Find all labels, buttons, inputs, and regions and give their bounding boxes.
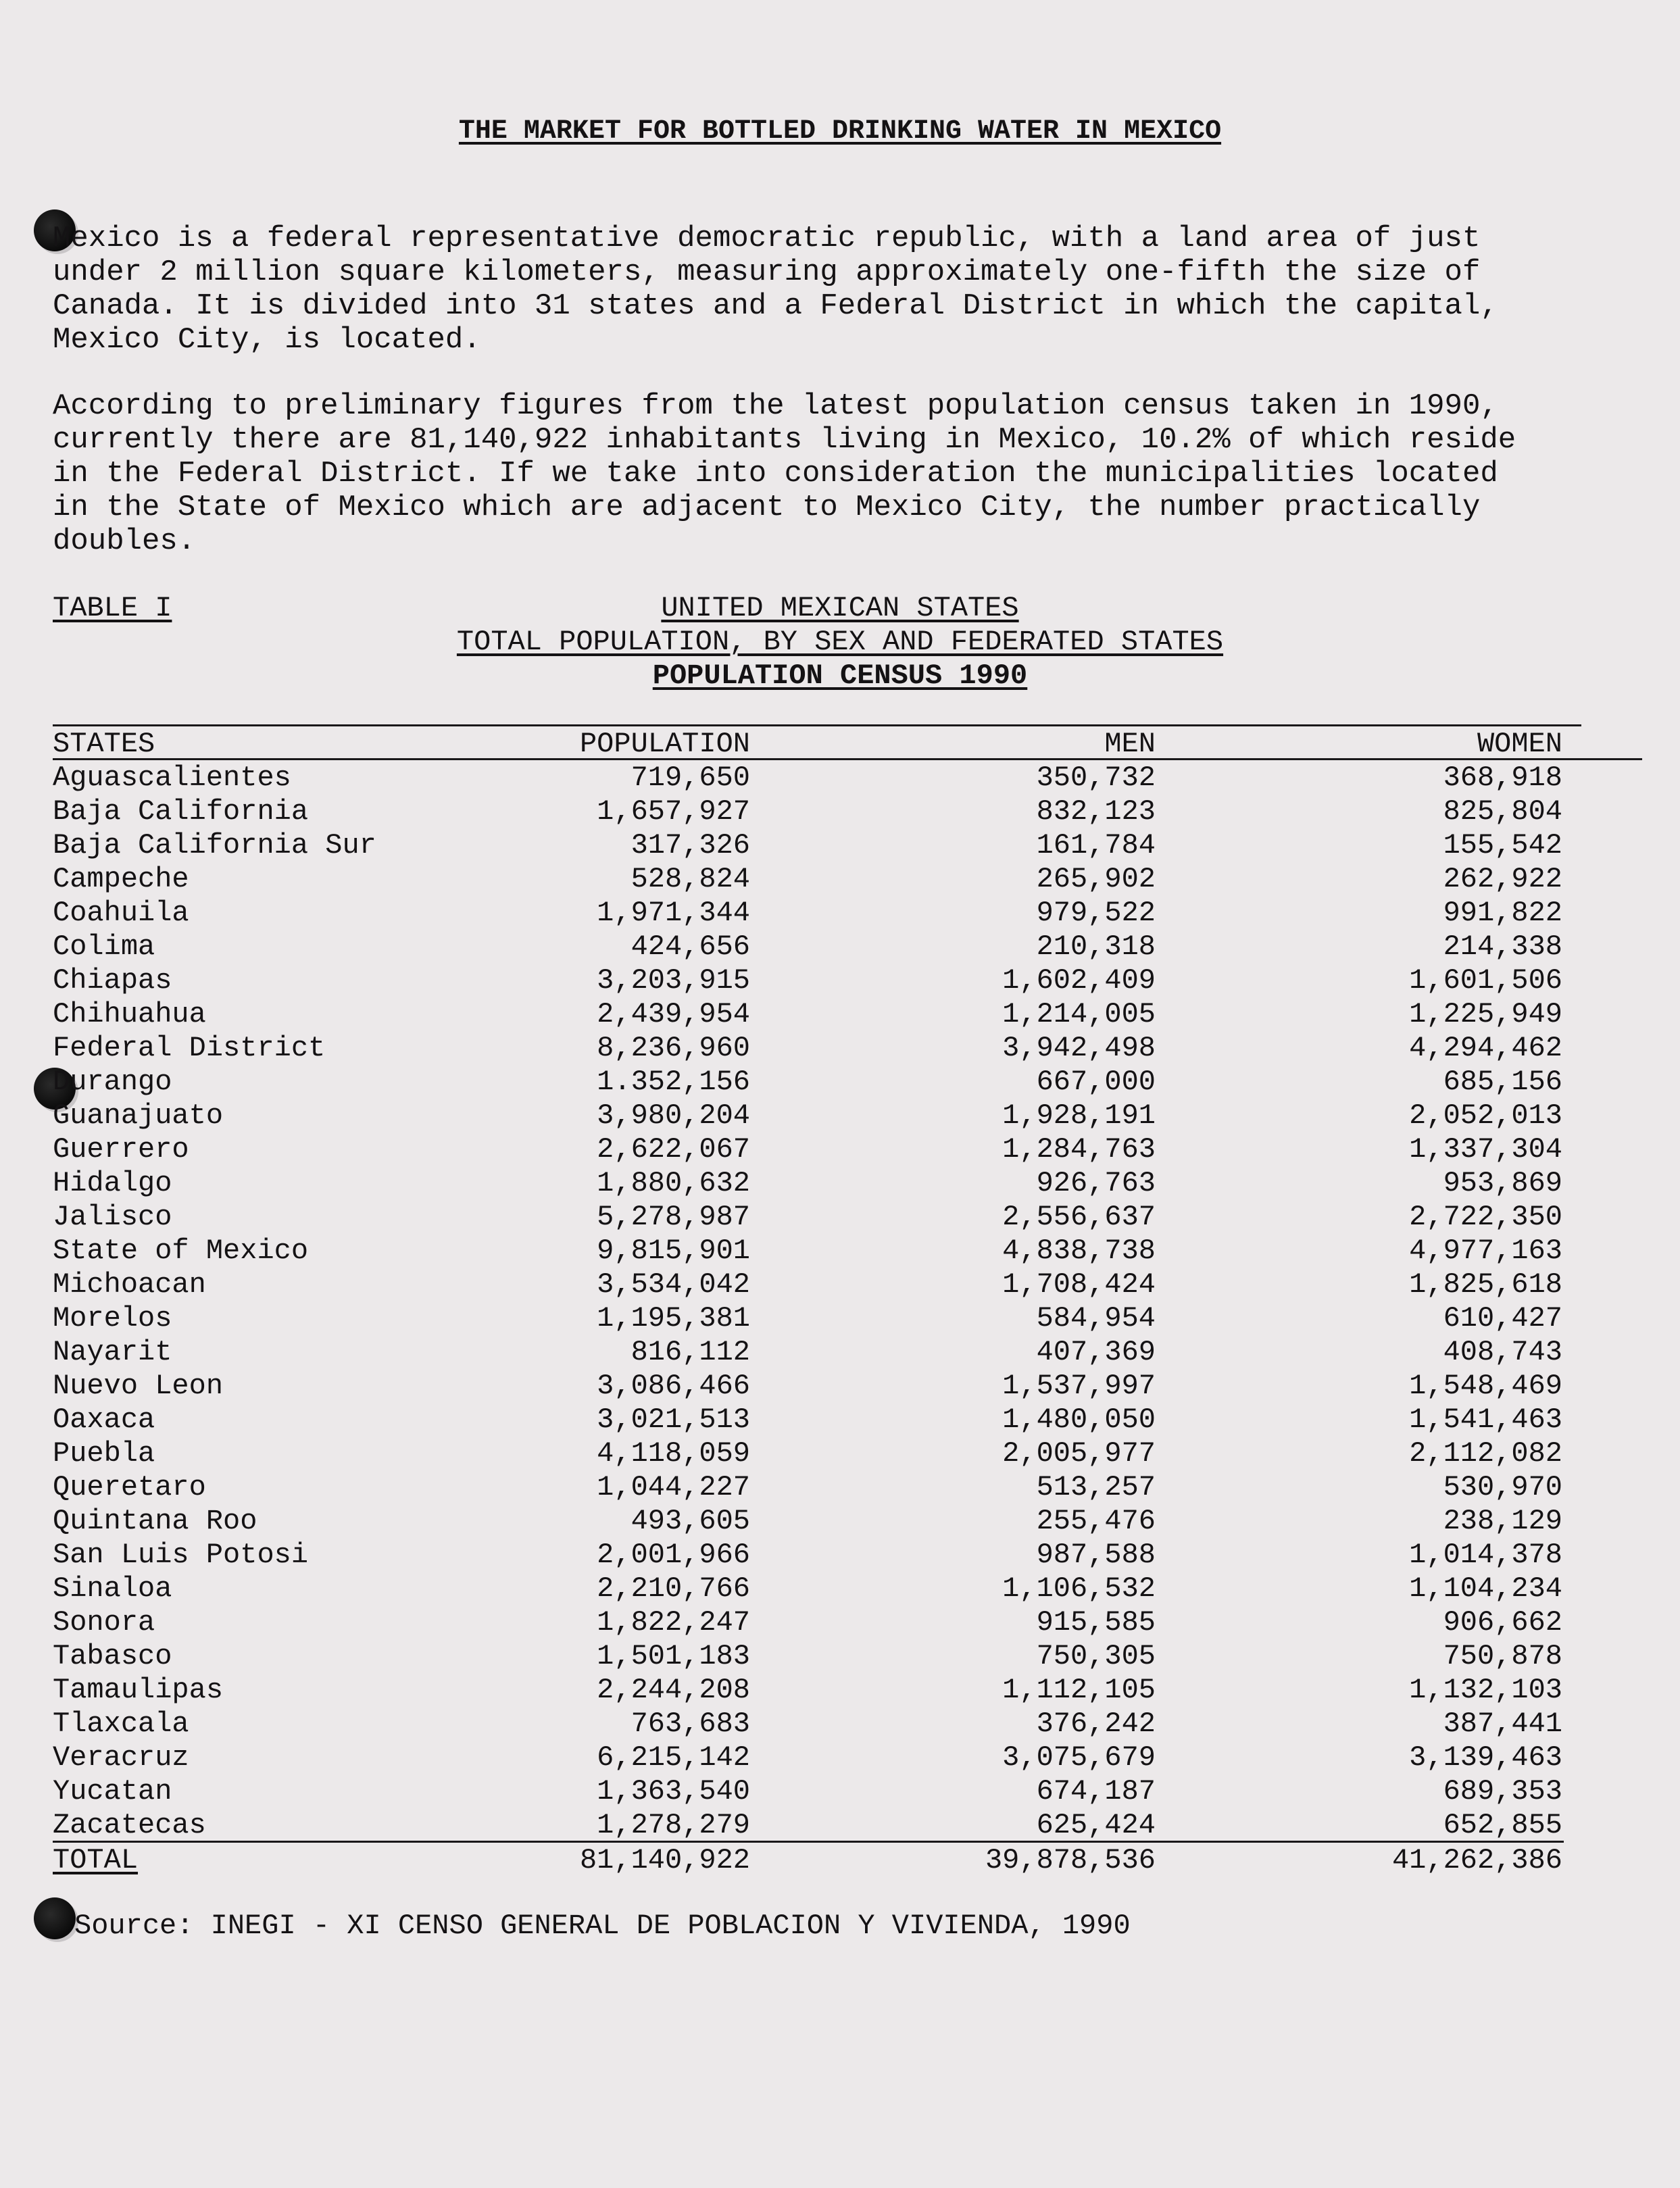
table-row: [0, 1403, 1680, 1437]
cell-men: 513,257: [1036, 1471, 1156, 1503]
table-row: [0, 1133, 1680, 1166]
cell-state: Colima: [53, 930, 155, 963]
cell-state: Veracruz: [53, 1741, 189, 1774]
cell-population: 317,326: [631, 829, 750, 862]
table-caption-1: UNITED MEXICAN STATES: [661, 592, 1019, 624]
table-row: [0, 997, 1680, 1031]
cell-population: 493,605: [631, 1505, 750, 1537]
cell-state: Chiapas: [53, 964, 172, 997]
cell-state: Tlaxcala: [53, 1708, 189, 1740]
cell-women: 906,662: [1443, 1606, 1562, 1639]
cell-women: 652,855: [1443, 1809, 1562, 1841]
table-row: [0, 1538, 1680, 1572]
table-top-rule: [53, 724, 1581, 726]
total-rule: [53, 1841, 1564, 1843]
cell-population: 2,001,966: [597, 1539, 750, 1571]
cell-men: 1,214,005: [1002, 998, 1156, 1030]
table-row: [0, 1639, 1680, 1673]
table-row: [0, 1369, 1680, 1403]
cell-state: San Luis Potosi: [53, 1539, 309, 1571]
cell-population: 2,439,954: [597, 998, 750, 1030]
cell-men: 4,838,738: [1002, 1235, 1156, 1267]
cell-women: 1,104,234: [1409, 1572, 1562, 1605]
cell-women: 1,825,618: [1409, 1268, 1562, 1301]
cell-men: 350,732: [1036, 762, 1156, 794]
cell-women: 689,353: [1443, 1775, 1562, 1808]
table-row: [0, 1301, 1680, 1335]
cell-population: 1,501,183: [597, 1640, 750, 1672]
cell-men: 1,602,409: [1002, 964, 1156, 997]
cell-men: 584,954: [1036, 1302, 1156, 1335]
header-rule: [53, 758, 1642, 760]
cell-state: Guerrero: [53, 1133, 189, 1166]
header-women: WOMEN: [1477, 728, 1562, 760]
table-row: [0, 964, 1680, 997]
table-caption-3: POPULATION CENSUS 1990: [652, 660, 1028, 692]
cell-state: Oaxaca: [53, 1403, 155, 1436]
cell-women: 4,977,163: [1409, 1235, 1562, 1267]
cell-women: 1,337,304: [1409, 1133, 1562, 1166]
cell-population: 1,880,632: [597, 1167, 750, 1199]
table-row: [0, 761, 1680, 795]
cell-men: 915,585: [1036, 1606, 1156, 1639]
cell-men: 1,537,997: [1002, 1370, 1156, 1402]
cell-men: 3,075,679: [1002, 1741, 1156, 1774]
table-label: TABLE I: [53, 592, 172, 624]
cell-population: 816,112: [631, 1336, 750, 1368]
cell-men: 265,902: [1036, 863, 1156, 895]
cell-men: 1,112,105: [1002, 1674, 1156, 1706]
cell-women: 408,743: [1443, 1336, 1562, 1368]
table-row: [0, 1504, 1680, 1538]
cell-women: 2,052,013: [1409, 1099, 1562, 1132]
header-states: STATES: [53, 728, 155, 760]
cell-population: 1,044,227: [597, 1471, 750, 1503]
table-row: [0, 1065, 1680, 1099]
cell-state: Aguascalientes: [53, 762, 291, 794]
cell-population: 1,278,279: [597, 1809, 750, 1841]
cell-population: 5,278,987: [597, 1201, 750, 1233]
total-label: TOTAL: [53, 1844, 139, 1876]
cell-men: 625,424: [1036, 1809, 1156, 1841]
cell-population: 6,215,142: [597, 1741, 750, 1774]
cell-state: Sonora: [53, 1606, 155, 1639]
cell-population: 1,971,344: [597, 897, 750, 929]
cell-women: 953,869: [1443, 1167, 1562, 1199]
total-men: 39,878,536: [985, 1844, 1156, 1876]
cell-state: Tabasco: [53, 1640, 172, 1672]
cell-state: Durango: [53, 1066, 172, 1098]
cell-population: 424,656: [631, 930, 750, 963]
table-row: [0, 1572, 1680, 1606]
cell-women: 1,601,506: [1409, 964, 1562, 997]
cell-population: 2,622,067: [597, 1133, 750, 1166]
table-row: [0, 828, 1680, 862]
total-row: [0, 1843, 1680, 1877]
table-row: [0, 1774, 1680, 1808]
cell-state: Jalisco: [53, 1201, 172, 1233]
table-row: [0, 1808, 1680, 1842]
cell-state: Michoacan: [53, 1268, 206, 1301]
cell-women: 214,338: [1443, 930, 1562, 963]
cell-state: Hidalgo: [53, 1167, 172, 1199]
cell-state: Guanajuato: [53, 1099, 224, 1132]
cell-state: Zacatecas: [53, 1809, 206, 1841]
table-row: [0, 1437, 1680, 1470]
cell-men: 407,369: [1036, 1336, 1156, 1368]
cell-men: 3,942,498: [1002, 1032, 1156, 1064]
header-men: MEN: [1104, 728, 1156, 760]
cell-men: 1,106,532: [1002, 1572, 1156, 1605]
cell-women: 1,225,949: [1409, 998, 1562, 1030]
cell-women: 991,822: [1443, 897, 1562, 929]
cell-women: 238,129: [1443, 1505, 1562, 1537]
table-row: [0, 1099, 1680, 1133]
total-population: 81,140,922: [579, 1844, 750, 1876]
cell-state: Baja California: [53, 795, 309, 828]
cell-state: Coahuila: [53, 897, 189, 929]
table-row: [0, 1200, 1680, 1234]
cell-women: 155,542: [1443, 829, 1562, 862]
cell-population: 2,244,208: [597, 1674, 750, 1706]
table-row: [0, 862, 1680, 896]
cell-population: 719,650: [631, 762, 750, 794]
cell-state: Nuevo Leon: [53, 1370, 224, 1402]
cell-women: 610,427: [1443, 1302, 1562, 1335]
cell-population: 3,534,042: [597, 1268, 750, 1301]
cell-women: 2,112,082: [1409, 1437, 1562, 1470]
cell-population: 8,236,960: [597, 1032, 750, 1064]
cell-men: 210,318: [1036, 930, 1156, 963]
intro-paragraph: Mexico is a federal representative democratic republic, with a land area of just under 2 million square kilometers, measuring approximately one-fifth the size of Canada. It is divided into 31 states and a Federal District in which the capital, Mexico City, is located.: [53, 222, 1498, 357]
cell-state: Campeche: [53, 863, 189, 895]
cell-population: 1,657,927: [597, 795, 750, 828]
table-row: [0, 1470, 1680, 1504]
table-row: [0, 1031, 1680, 1065]
table-row: [0, 930, 1680, 964]
cell-women: 2,722,350: [1409, 1201, 1562, 1233]
table-row: [0, 1673, 1680, 1707]
total-women: 41,262,386: [1391, 1844, 1562, 1876]
cell-population: 3,021,513: [597, 1403, 750, 1436]
cell-men: 2,005,977: [1002, 1437, 1156, 1470]
cell-population: 4,118,059: [597, 1437, 750, 1470]
cell-state: Tamaulipas: [53, 1674, 224, 1706]
cell-state: Quintana Roo: [53, 1505, 257, 1537]
cell-state: Puebla: [53, 1437, 155, 1470]
cell-women: 3,139,463: [1409, 1741, 1562, 1774]
table-row: [0, 1335, 1680, 1369]
table-row: [0, 1166, 1680, 1200]
source-note: Source: INEGI - XI CENSO GENERAL DE POBLACION Y VIVIENDA, 1990: [74, 1910, 1131, 1942]
cell-population: 2,210,766: [597, 1572, 750, 1605]
cell-women: 1,132,103: [1409, 1674, 1562, 1706]
table-row: [0, 1234, 1680, 1268]
cell-men: 667,000: [1036, 1066, 1156, 1098]
table-header-row: [0, 727, 1680, 761]
cell-women: 685,156: [1443, 1066, 1562, 1098]
cell-women: 1,014,378: [1409, 1539, 1562, 1571]
cell-women: 1,541,463: [1409, 1403, 1562, 1436]
cell-men: 2,556,637: [1002, 1201, 1156, 1233]
cell-men: 674,187: [1036, 1775, 1156, 1808]
cell-population: 1.352,156: [597, 1066, 750, 1098]
cell-population: 9,815,901: [597, 1235, 750, 1267]
table-row: [0, 896, 1680, 930]
punch-hole-bottom: [34, 1897, 76, 1939]
cell-men: 376,242: [1036, 1708, 1156, 1740]
cell-population: 763,683: [631, 1708, 750, 1740]
cell-state: Federal District: [53, 1032, 326, 1064]
cell-women: 825,804: [1443, 795, 1562, 828]
cell-women: 387,441: [1443, 1708, 1562, 1740]
cell-men: 979,522: [1036, 897, 1156, 929]
cell-population: 3,980,204: [597, 1099, 750, 1132]
cell-men: 1,284,763: [1002, 1133, 1156, 1166]
cell-state: Morelos: [53, 1302, 172, 1335]
table-caption-2: TOTAL POPULATION, BY SEX AND FEDERATED STATES: [456, 626, 1224, 658]
cell-state: Sinaloa: [53, 1572, 172, 1605]
cell-men: 255,476: [1036, 1505, 1156, 1537]
cell-state: Chihuahua: [53, 998, 206, 1030]
cell-state: Yucatan: [53, 1775, 172, 1808]
table-row: [0, 795, 1680, 828]
cell-population: 1,195,381: [597, 1302, 750, 1335]
cell-women: 530,970: [1443, 1471, 1562, 1503]
cell-women: 1,548,469: [1409, 1370, 1562, 1402]
cell-state: Queretaro: [53, 1471, 206, 1503]
cell-state: Nayarit: [53, 1336, 172, 1368]
cell-women: 4,294,462: [1409, 1032, 1562, 1064]
cell-state: Baja California Sur: [53, 829, 376, 862]
cell-women: 750,878: [1443, 1640, 1562, 1672]
cell-women: 368,918: [1443, 762, 1562, 794]
table-row: [0, 1606, 1680, 1639]
cell-men: 832,123: [1036, 795, 1156, 828]
cell-women: 262,922: [1443, 863, 1562, 895]
table-row: [0, 1741, 1680, 1774]
cell-men: 1,708,424: [1002, 1268, 1156, 1301]
population-paragraph: According to preliminary figures from the latest population census taken in 1990, currently there are 81,140,922 inhabitants living in Mexico, 10.2% of which reside in the Federal District. If we take into consideration the municipalities located in the State of Mexico which are adjacent to Mexico City, the number practically doubles.: [53, 389, 1516, 558]
cell-population: 3,203,915: [597, 964, 750, 997]
cell-population: 1,822,247: [597, 1606, 750, 1639]
cell-state: State of Mexico: [53, 1235, 309, 1267]
cell-population: 3,086,466: [597, 1370, 750, 1402]
document-title: THE MARKET FOR BOTTLED DRINKING WATER IN MEXICO: [458, 116, 1222, 147]
table-row: [0, 1707, 1680, 1741]
table-row: [0, 1268, 1680, 1301]
cell-men: 161,784: [1036, 829, 1156, 862]
cell-men: 750,305: [1036, 1640, 1156, 1672]
cell-population: 528,824: [631, 863, 750, 895]
cell-men: 1,480,050: [1002, 1403, 1156, 1436]
cell-men: 926,763: [1036, 1167, 1156, 1199]
cell-men: 987,588: [1036, 1539, 1156, 1571]
cell-population: 1,363,540: [597, 1775, 750, 1808]
cell-men: 1,928,191: [1002, 1099, 1156, 1132]
header-population: POPULATION: [579, 728, 750, 760]
